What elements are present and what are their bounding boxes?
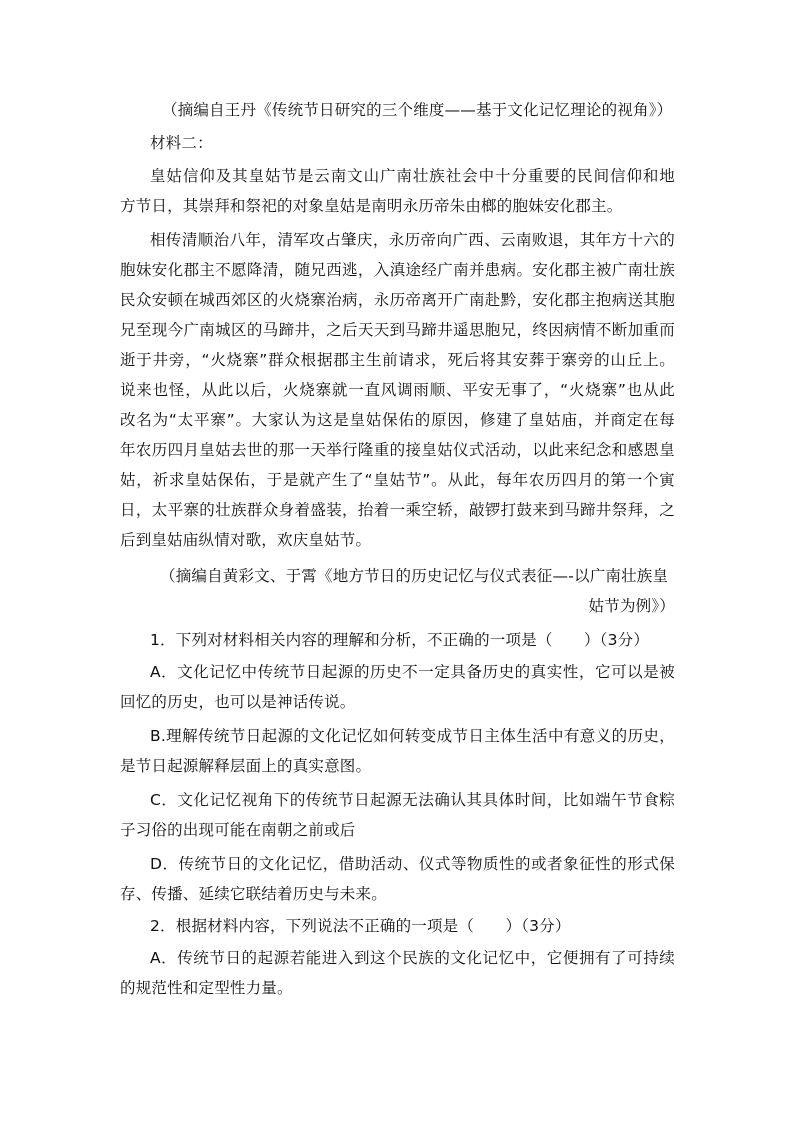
citation-2-line: 姑节为例》）	[588, 597, 675, 615]
paragraph-2-line: 姑，祈求皇姑保佑，于是就产生了“皇姑节”。从此，每年农历四月的第一个寅	[120, 471, 675, 489]
paragraph-2-line: 胞妹安化郡主不愿降清，随兄西逃，入滇途经广南并患病。安化郡主被广南壮族	[120, 261, 675, 279]
question-1-option-d: D．传统节日的文化记忆，借助活动、仪式等物质性的或者象征性的形式保	[150, 855, 675, 873]
question-1-option-c: 子习俗的出现可能在南朝之前或后	[120, 821, 356, 839]
paragraph-1-line: 皇姑信仰及其皇姑节是云南文山广南壮族社会中十分重要的民间信仰和地	[150, 167, 675, 185]
paragraph-2-line: 日，太平寨的壮族群众身着盛装，抬着一乘空轿，敲锣打鼓来到马蹄井祭拜，之	[120, 501, 675, 519]
paragraph-2-line: 说来也怪，从此以后，火烧寨就一直风调雨顺、平安无事了，“火烧寨”也从此	[120, 381, 675, 399]
question-1-option-d: 存、传播、延续它联结着历史与未来。	[120, 885, 387, 903]
paragraph-2-line: 相传清顺治八年，清军攻占肇庆，永历帝向广西、云南败退，其年方十六的	[150, 231, 675, 249]
paragraph-1-line: 方节日，其崇拜和祭祀的对象皇姑是南明永历帝朱由榔的胞妹安化郡主。	[120, 197, 623, 215]
citation-1: （摘编自王丹《传统节日研究的三个维度——基于文化记忆理论的视角》）	[162, 101, 673, 119]
question-1-option-a: A．文化记忆中传统节日起源的历史不一定具备历史的真实性，它可以是被	[150, 663, 675, 681]
question-1-option-b: B.理解传统节日起源的文化记忆如何转变成节日主体生活中有意义的历史，	[150, 727, 675, 745]
paragraph-2-line: 年农历四月皇姑去世的那一天举行隆重的接皇姑仪式活动，以此来纪念和感恩皇	[120, 441, 675, 459]
question-1-option-b: 是节日起源解释层面上的真实意图。	[120, 757, 372, 775]
paragraph-2-line: 改名为“太平寨”。大家认为这是皇姑保佑的原因，修建了皇姑庙，并商定在每	[120, 411, 675, 429]
question-1-option-a: 回忆的历史，也可以是神话传说。	[120, 693, 356, 711]
paragraph-2-line: 兄至现今广南城区的马蹄井，之后天天到马蹄井遥思胞兄，终因病情不断加重而	[120, 321, 675, 339]
question-2-option-a: 的规范性和定型性力量。	[120, 979, 293, 997]
paragraph-2-line: 后到皇姑庙纵情对歌，欢庆皇姑节。	[120, 531, 372, 549]
material-2-heading: 材料二：	[150, 134, 213, 152]
paragraph-2-line: 逝于井旁，“火烧寨”群众根据郡主生前请求，死后将其安葬于寨旁的山丘上。	[120, 351, 675, 369]
question-2-stem: 2．根据材料内容，下列说法不正确的一项是（ ）（3分）	[150, 917, 571, 935]
question-1-stem: 1．下列对材料相关内容的理解和分析，不正确的一项是（ ）（3分）	[150, 631, 650, 649]
paragraph-2-line: 民众安顿在城西郊区的火烧寨治病，永历帝离开广南赴黔，安化郡主抱病送其胞	[120, 291, 675, 309]
citation-2-line: （摘编自黄彩文、于霄《地方节日的历史记忆与仪式表征—-以广南壮族皇	[160, 567, 669, 585]
question-1-option-c: C．文化记忆视角下的传统节日起源无法确认其具体时间，比如端午节食粽	[150, 791, 675, 809]
question-2-option-a: A．传统节日的起源若能进入到这个民族的文化记忆中，它便拥有了可持续	[150, 949, 675, 967]
